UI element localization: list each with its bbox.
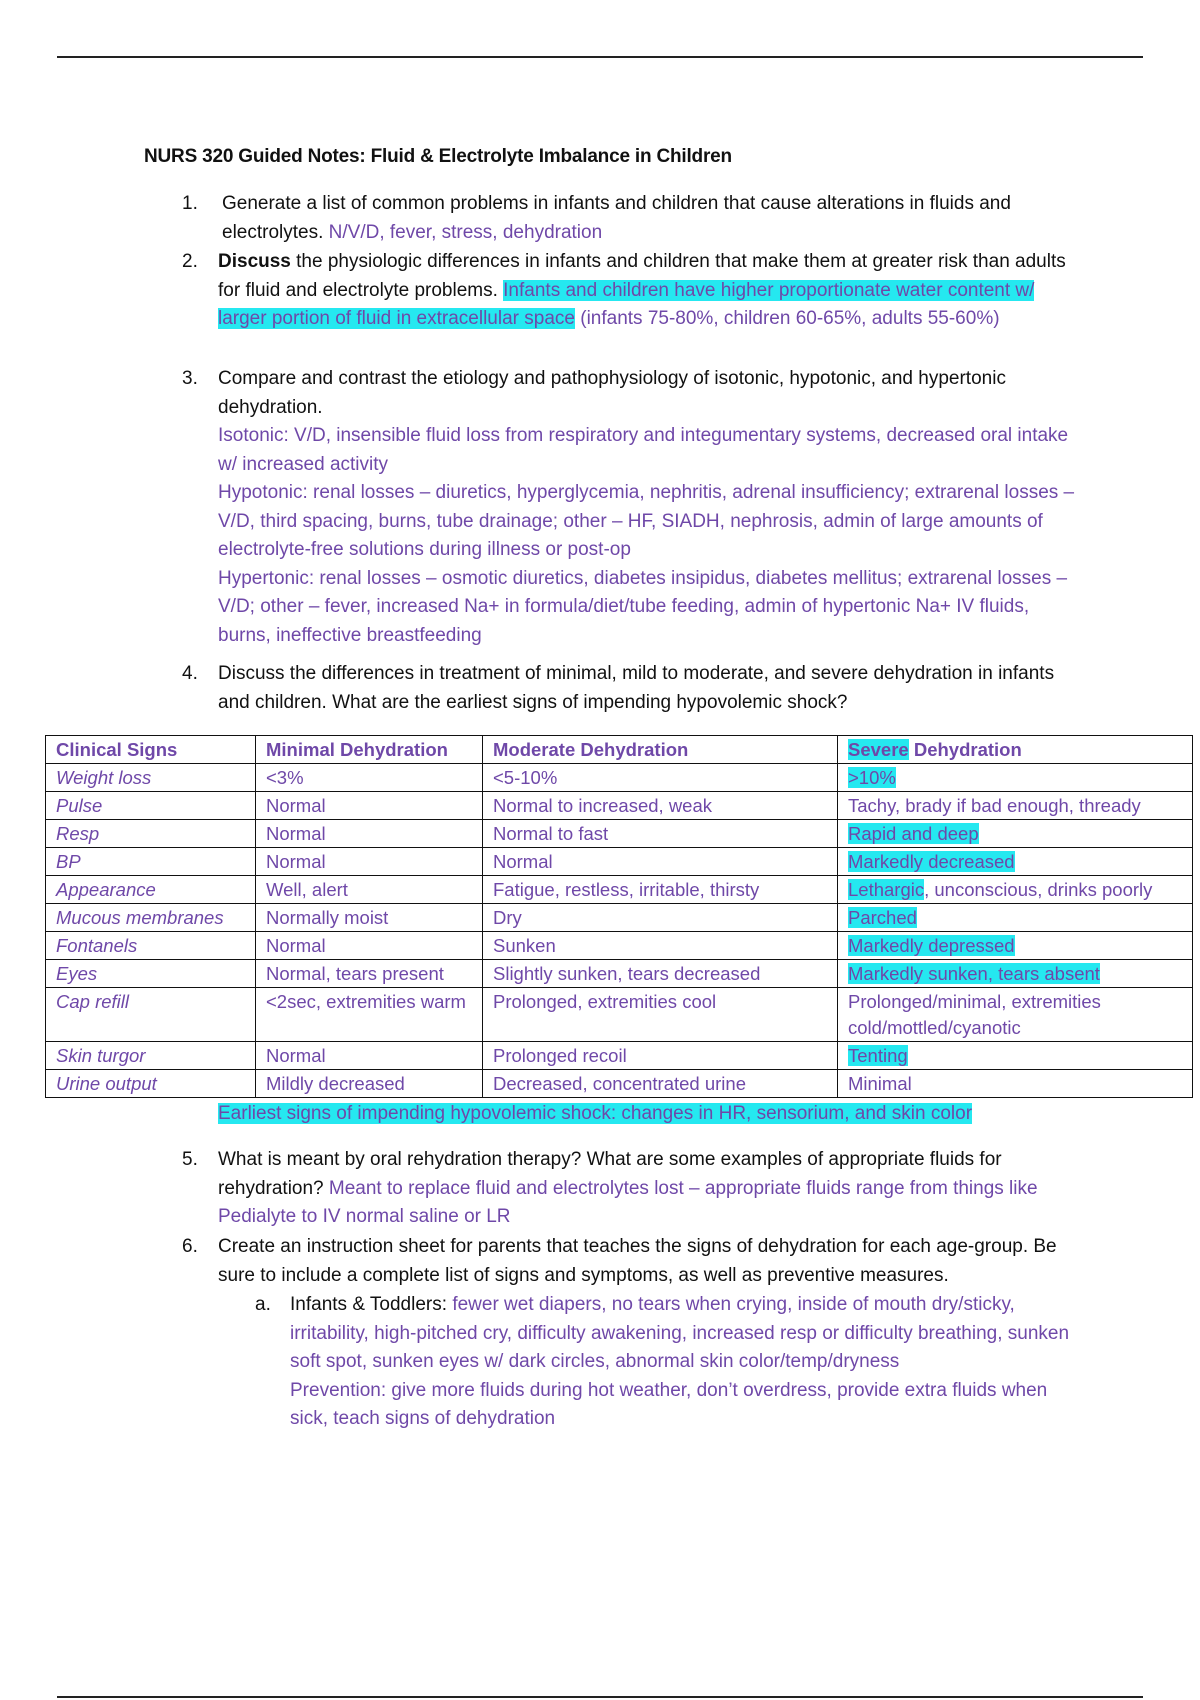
row-label: Resp	[46, 820, 256, 848]
moderate-cell: Sunken	[483, 932, 838, 960]
row-label: Fontanels	[46, 932, 256, 960]
question-keyword: Discuss	[218, 251, 291, 272]
row-label: Appearance	[46, 876, 256, 904]
table-header-row	[46, 736, 1193, 764]
minimal-cell: Normal	[256, 848, 483, 876]
row-label: Mucous membranes	[46, 904, 256, 932]
table-row	[46, 764, 1193, 792]
row-label: Weight loss	[46, 764, 256, 792]
minimal-cell: Well, alert	[256, 876, 483, 904]
minimal-cell: Normal	[256, 792, 483, 820]
question-text: the physiologic differences in infants and children that make them at greater risk than adults for fluid and electrolyte problems.	[218, 251, 1066, 301]
table-row	[46, 1042, 1193, 1070]
question-3	[182, 365, 1082, 650]
answer-text: fewer wet diapers, no tears when crying, inside of mouth dry/sticky, irritability, high-pitched cry, difficulty awakening, increased resp or difficulty breathing, sunken soft spot, sunken eyes w/ dark circles, abnormal skin color/temp/dryness	[290, 1294, 1070, 1372]
severe-cell: Tachy, brady if bad enough, thready	[838, 792, 1193, 820]
moderate-cell: Normal to increased, weak	[483, 792, 838, 820]
table-row	[46, 848, 1193, 876]
moderate-cell: Prolonged recoil	[483, 1042, 838, 1070]
severe-cell: Rapid and deep	[838, 820, 1193, 848]
question-2	[182, 248, 1082, 334]
hypertonic-answer: Hypertonic: renal losses – osmotic diuretics, diabetes insipidus, diabetes mellitus; extrarenal losses – V/D; other – fever, increased Na+ in formula/diet/tube feeding, admin of hypertonic Na+ IV fluids, burns, ineffective breastfeeding	[218, 567, 1068, 646]
question-text: What is meant by oral rehydration therapy? What are some examples of appropriate fluids for rehydration?	[218, 1149, 1002, 1199]
subitem-label: Infants & Toddlers:	[290, 1294, 448, 1315]
table-row	[46, 960, 1193, 988]
minimal-cell: Mildly decreased	[256, 1070, 483, 1098]
subitem-infants-toddlers	[255, 1291, 1075, 1434]
minimal-cell: Normally moist	[256, 904, 483, 932]
minimal-cell: Normal	[256, 932, 483, 960]
prevention-text: Prevention: give more fluids during hot weather, don’t overdress, provide extra fluids when sick, teach signs of dehydration	[290, 1379, 1048, 1429]
earliest-signs-note: Earliest signs of impending hypovolemic shock: changes in HR, sensorium, and skin color	[218, 1103, 973, 1124]
question-number: 1.	[182, 193, 198, 214]
severe-cell: Tenting	[838, 1042, 1193, 1070]
header-rule	[57, 56, 1143, 58]
header-minimal: Minimal Dehydration	[256, 736, 483, 764]
page-title: NURS 320 Guided Notes: Fluid & Electrolyte Imbalance in Children	[144, 146, 732, 167]
dehydration-table	[45, 735, 1193, 1098]
row-label: Skin turgor	[46, 1042, 256, 1070]
table-row	[46, 904, 1193, 932]
header-clinical-signs: Clinical Signs	[46, 736, 256, 764]
row-label: Cap refill	[46, 988, 256, 1042]
question-1	[182, 190, 1082, 247]
hypotonic-answer: Hypotonic: renal losses – diuretics, hyperglycemia, nephritis, adrenal insufficiency; extrarenal losses – V/D, third spacing, burns, tube drainage; other – HF, SIADH, nephrosis, admin of large amounts of electrolyte-free solutions during illness or post-op	[218, 482, 1075, 560]
severe-cell: Lethargic, unconscious, drinks poorly	[838, 876, 1193, 904]
minimal-cell: Normal, tears present	[256, 960, 483, 988]
severe-cell: Parched	[838, 904, 1193, 932]
moderate-cell: <5-10%	[483, 764, 838, 792]
severe-cell: Prolonged/minimal, extremities cold/mottled/cyanotic	[838, 988, 1193, 1042]
minimal-cell: <2sec, extremities warm	[256, 988, 483, 1042]
question-4	[182, 660, 1082, 717]
answer-text: Meant to replace fluid and electrolytes lost – appropriate fluids range from things like Pedialyte to IV normal saline or LR	[218, 1177, 1038, 1227]
severe-cell: >10%	[838, 764, 1193, 792]
minimal-cell: Normal	[256, 820, 483, 848]
question-number: 5.	[182, 1149, 198, 1170]
answer-text: N/V/D, fever, stress, dehydration	[328, 221, 603, 243]
moderate-cell: Fatigue, restless, irritable, thirsty	[483, 876, 838, 904]
severe-cell: Markedly depressed	[838, 932, 1193, 960]
table-row	[46, 988, 1193, 1042]
row-label: Urine output	[46, 1070, 256, 1098]
severe-cell: Minimal	[838, 1070, 1193, 1098]
question-number: 3.	[182, 368, 198, 389]
question-number: 6.	[182, 1236, 198, 1257]
question-text: Discuss the differences in treatment of minimal, mild to moderate, and severe dehydration in infants and children. What are the earliest signs of impending hypovolemic shock?	[218, 663, 1055, 713]
moderate-cell: Dry	[483, 904, 838, 932]
answer-text: (infants 75-80%, children 60-65%, adults 55-60%)	[580, 308, 1000, 329]
question-text: Create an instruction sheet for parents that teaches the signs of dehydration for each age-group. Be sure to include a complete list of signs and symptoms, as well as preventive measures.	[218, 1236, 1057, 1286]
highlighted-answer: Infants and children have higher proportionate water content w/ larger portion of fluid in extracellular space	[218, 279, 1035, 329]
question-6	[182, 1233, 1082, 1290]
header-severe: Severe Dehydration	[838, 736, 1193, 764]
table-row	[46, 820, 1193, 848]
moderate-cell: Decreased, concentrated urine	[483, 1070, 838, 1098]
question-number: 4.	[182, 663, 198, 684]
isotonic-answer: Isotonic: V/D, insensible fluid loss from respiratory and integumentary systems, decreased oral intake w/ increased activity	[218, 425, 1069, 475]
table-row	[46, 792, 1193, 820]
footer-rule	[57, 1696, 1143, 1698]
question-text: Compare and contrast the etiology and pathophysiology of isotonic, hypotonic, and hypertonic dehydration.	[218, 368, 1006, 418]
table-row	[46, 932, 1193, 960]
moderate-cell: Slightly sunken, tears decreased	[483, 960, 838, 988]
minimal-cell: <3%	[256, 764, 483, 792]
table-row	[46, 876, 1193, 904]
question-5	[182, 1146, 1082, 1232]
severe-cell: Markedly sunken, tears absent	[838, 960, 1193, 988]
moderate-cell: Normal	[483, 848, 838, 876]
row-label: BP	[46, 848, 256, 876]
minimal-cell: Normal	[256, 1042, 483, 1070]
severe-cell: Markedly decreased	[838, 848, 1193, 876]
header-moderate: Moderate Dehydration	[483, 736, 838, 764]
moderate-cell: Prolonged, extremities cool	[483, 988, 838, 1042]
question-text: Generate a list of common problems in infants and children that cause alterations in fluids and electrolytes.	[222, 193, 1011, 243]
subitem-letter: a.	[255, 1294, 271, 1315]
row-label: Eyes	[46, 960, 256, 988]
question-number: 2.	[182, 251, 198, 272]
table-row	[46, 1070, 1193, 1098]
moderate-cell: Normal to fast	[483, 820, 838, 848]
row-label: Pulse	[46, 792, 256, 820]
